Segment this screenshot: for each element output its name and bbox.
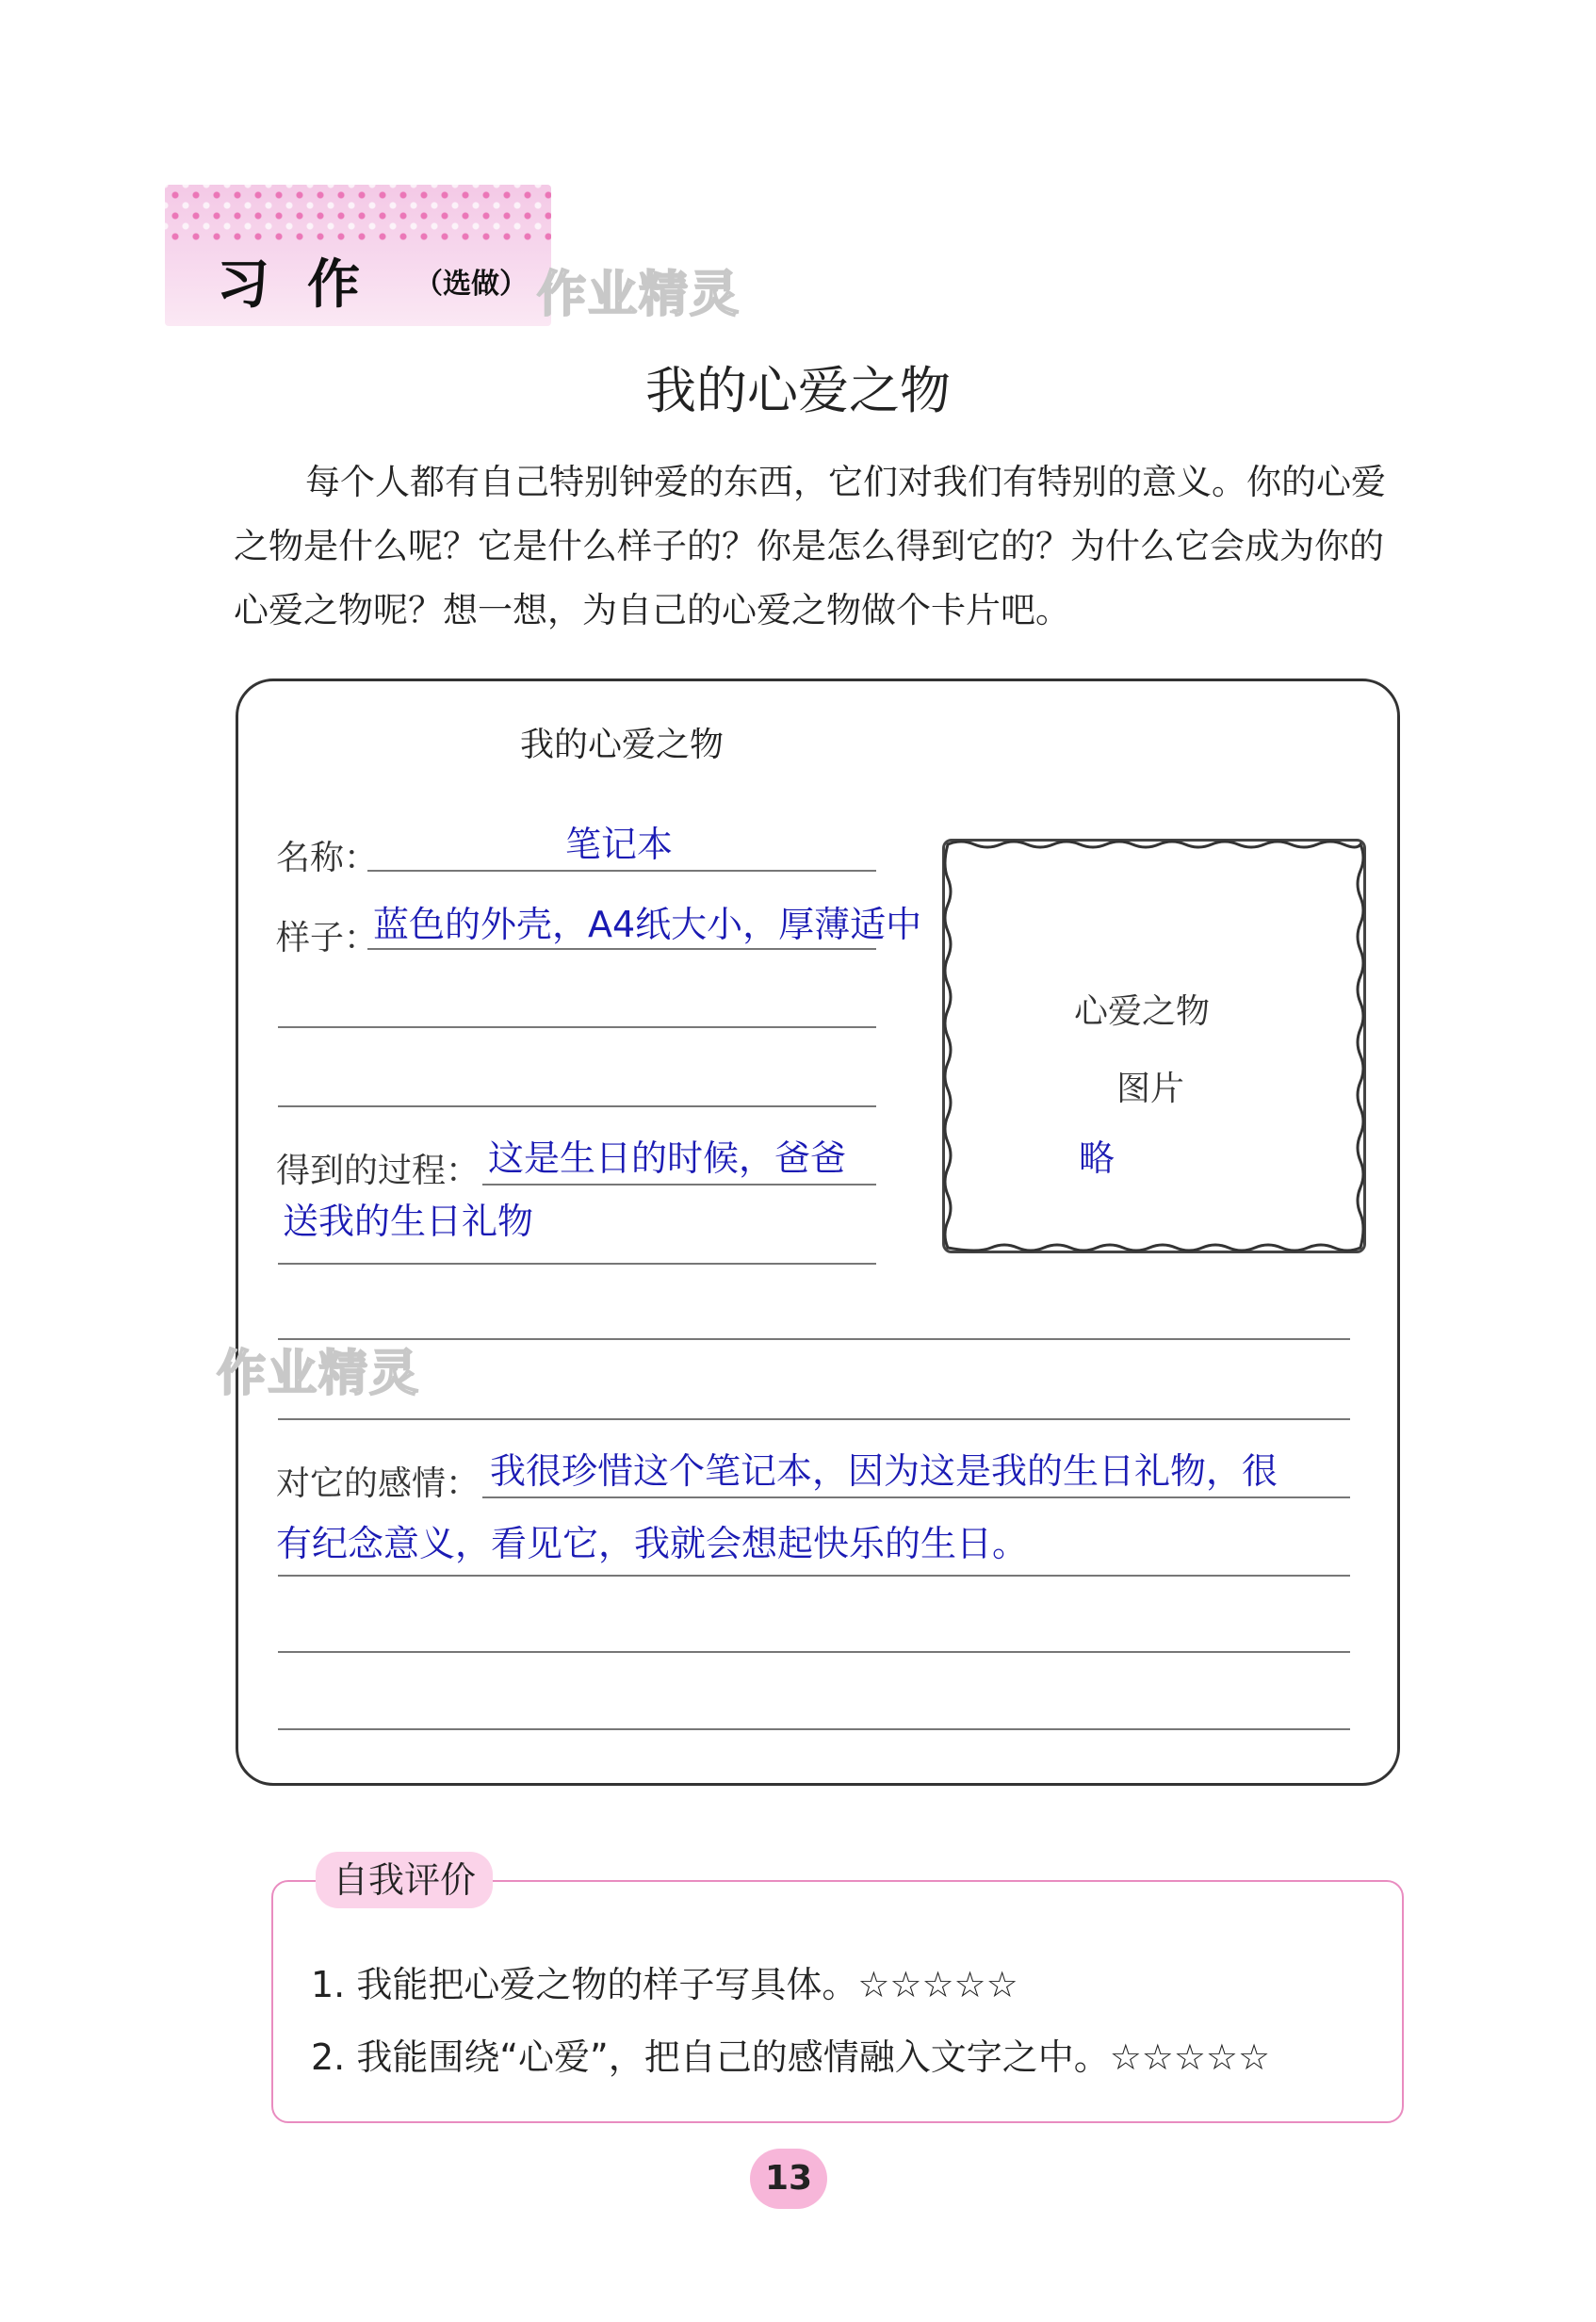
feeling-line-top-2 [278,1418,1350,1420]
self-evaluation-tag: 自我评价 [316,1852,493,1908]
intro-paragraph: 每个人都有自己特别钟爱的东西，它们对我们有特别的意义。你的心爱之物是什么呢？它是什么样子的？你是怎么得到它的？为什么它会成为你的心爱之物呢？想一想，为自己的心爱之物做个卡片吧。 [234,462,1386,630]
process-answer-2[interactable]: 送我的生日礼物 [283,1201,534,1242]
photo-caption-1: 心爱之物 [1074,992,1211,1031]
feeling-answer-1[interactable]: 我很珍惜这个笔记本，因为这是我的生日礼物，很 [490,1450,1278,1492]
photo-answer[interactable]: 略 [1079,1137,1116,1179]
page-number: 13 [750,2149,827,2209]
appearance-line-2 [278,1026,876,1028]
evaluation-item: 1. 我能把心爱之物的样子写具体。☆☆☆☆☆ [311,1964,1018,2005]
name-answer[interactable]: 笔记本 [565,824,674,865]
feeling-answer-2[interactable]: 有纪念意义，看见它，我就会想起快乐的生日。 [276,1523,1029,1564]
appearance-line-3 [278,1105,876,1107]
name-label: 名称： [276,839,379,877]
process-answer-1[interactable]: 这是生日的时候，爸爸 [488,1137,847,1179]
feeling-line-top-1 [278,1338,1350,1340]
section-subtitle: （选做） [415,268,528,301]
appearance-underline [367,948,876,950]
feeling-underline [482,1496,1350,1498]
feeling-line-4 [278,1728,1350,1730]
process-underline [482,1184,876,1186]
page-title: 我的心爱之物 [645,361,951,420]
section-title: 习作 [217,253,398,316]
feeling-line-3 [278,1651,1350,1653]
banner-flower-decoration [165,185,551,241]
appearance-answer[interactable]: 蓝色的外壳，A4纸大小，厚薄适中 [373,904,922,945]
wavy-frame-border [942,839,1366,1253]
photo-caption-2: 图片 [1116,1070,1185,1108]
watermark: 作业精灵 [537,267,741,323]
feeling-label: 对它的感情： [276,1464,480,1503]
appearance-label: 样子： [276,919,379,957]
process-label: 得到的过程： [276,1152,480,1190]
name-underline [367,870,876,872]
evaluation-item: 2. 我能围绕“心爱”，把自己的感情融入文字之中。☆☆☆☆☆ [311,2036,1271,2078]
feeling-line-2 [278,1575,1350,1577]
watermark: 作业精灵 [217,1346,421,1402]
process-line-2 [278,1263,876,1265]
card-title: 我的心爱之物 [520,726,725,764]
